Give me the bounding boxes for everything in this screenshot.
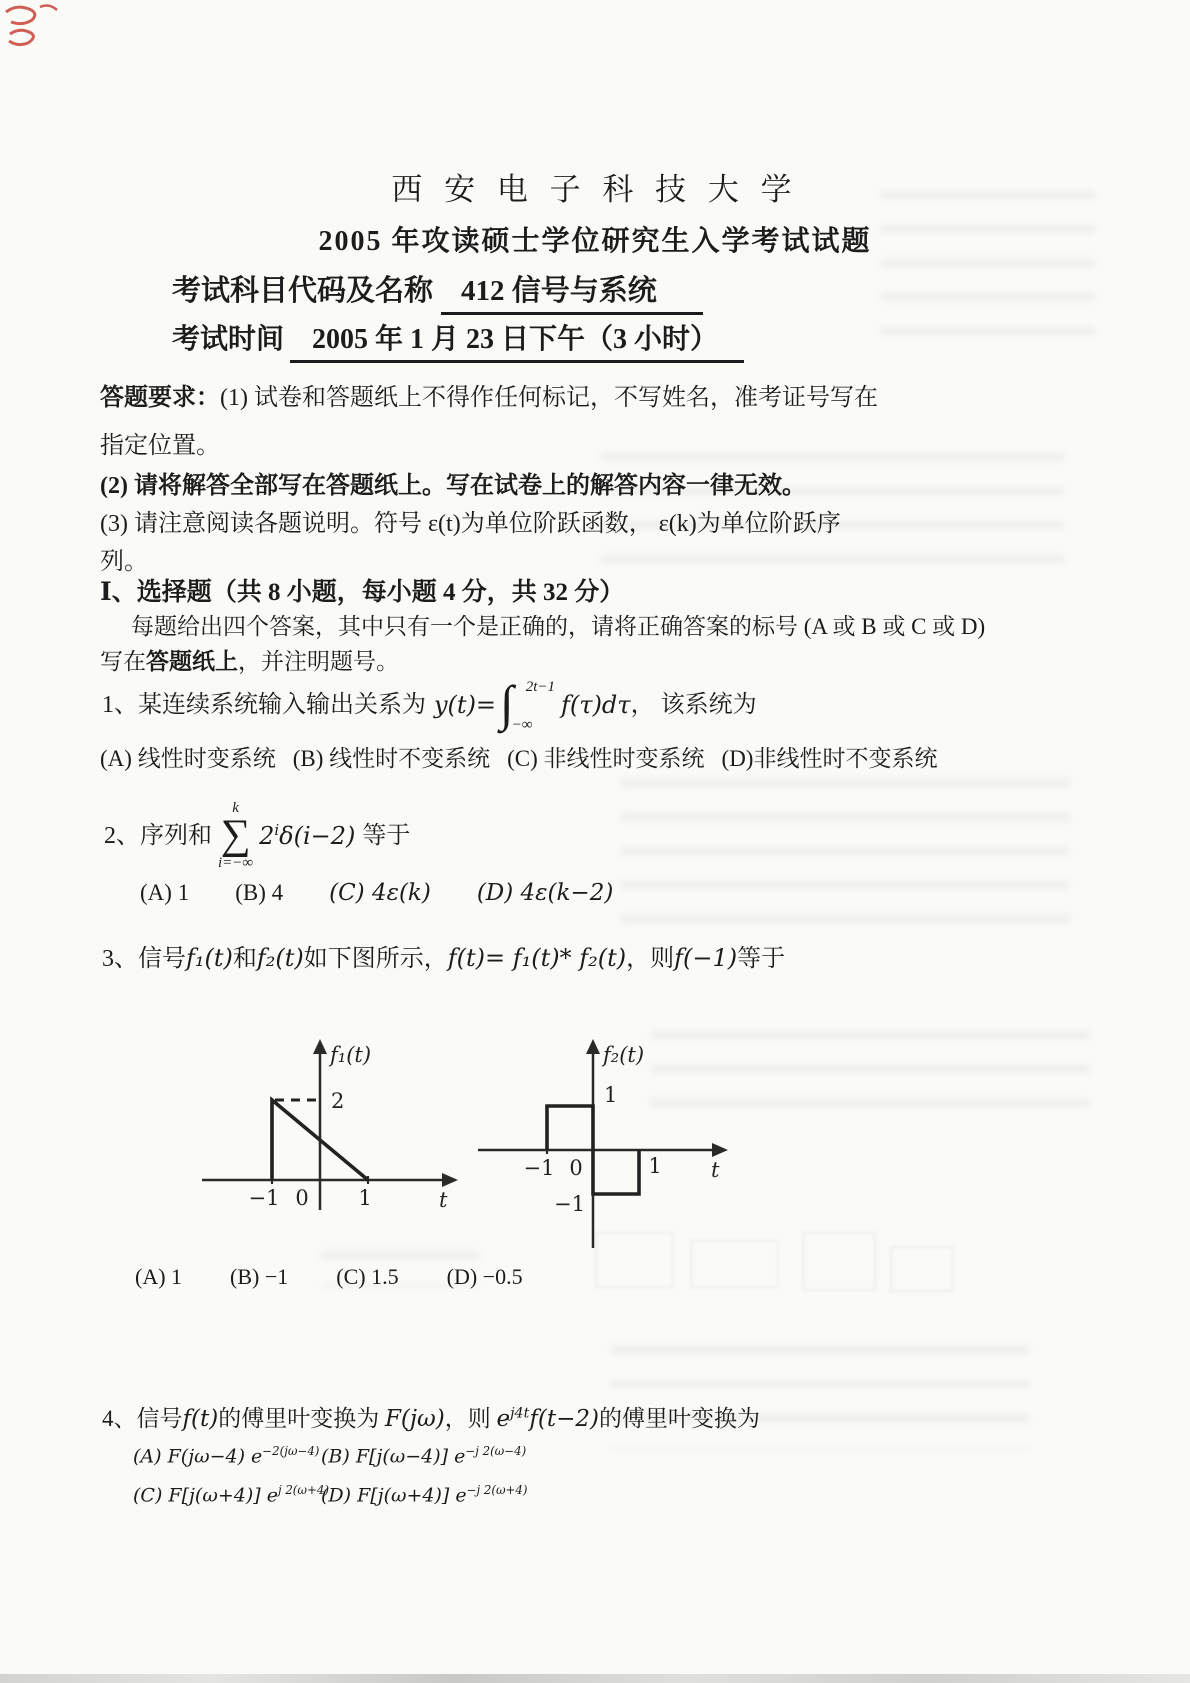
f2-x-arrow	[712, 1143, 728, 1157]
f2-y-label: f₂(t)	[603, 1043, 645, 1067]
q1-option-c: (C) 非线性时变系统	[507, 746, 705, 771]
university-title: 西 安 电 子 科 技 大 学	[391, 172, 799, 207]
bleed-through-ghost	[620, 778, 1070, 933]
time-row	[172, 317, 744, 363]
f2-neg-label: −1	[554, 1192, 585, 1216]
requirements-line-3: (2) 请将解答全部写在答题纸上。写在试卷上的解答内容一律无效。	[100, 473, 806, 499]
subject-value: 412 信号与系统	[441, 268, 703, 315]
q4-option-b: (B) F[j(ω−4)] $e^{-j 2(\omega-4)}$	[321, 1444, 527, 1468]
f1-tick-label-1: 1	[358, 1186, 372, 1210]
summation-lower-limit: i=−∞	[218, 854, 254, 871]
f1-y-label: f₁(t)	[330, 1043, 372, 1067]
bleed-through-ghost	[890, 1246, 954, 1292]
q3-stem	[102, 942, 785, 975]
subject-label: 考试科目代码及名称	[172, 275, 434, 307]
q3-math-f1: f₁(t)	[186, 944, 233, 972]
q4-options-row1	[133, 1444, 527, 1468]
q2-term: $2^i\delta(i-2)$	[259, 820, 356, 850]
requirements-line-2: 指定位置。	[100, 433, 220, 459]
q2-options	[140, 880, 613, 906]
q3-option-c: (C) 1.5	[336, 1264, 399, 1289]
q3-options	[135, 1264, 523, 1290]
q2-text-post: 等于	[362, 822, 411, 849]
q1-option-d: (D)非线性时不变系统	[721, 746, 938, 771]
f1-x-arrow	[442, 1173, 458, 1187]
section-note-1: 每题给出四个答案，其中只有一个是正确的，请将正确答案的标号 (A 或 B 或 C 或 D)	[131, 614, 986, 639]
f2-y-arrow	[586, 1039, 600, 1054]
exam-title: 2005 年攻读硕士学位研究生入学考试试题	[318, 226, 872, 257]
q2-stem	[104, 788, 410, 884]
requirements-line-4: (3) 请注意阅读各题说明。符号 ε(t)为单位阶跃函数， ε(k)为单位阶跃序	[100, 511, 841, 537]
integral-upper-limit: 2t−1	[525, 679, 556, 695]
f1-peak-label: 2	[331, 1089, 345, 1113]
figure-f2-plot	[468, 1038, 738, 1253]
q3-text: 如下图所示，	[303, 946, 448, 972]
q2-option-c: (C) 4ε(k)	[329, 880, 431, 906]
q4-text: 的傅里叶变换为	[218, 1406, 380, 1431]
q3-text: 等于	[737, 946, 786, 972]
q3-math-eval: f(−1)	[674, 944, 738, 972]
f1-tick-label-neg1: −1	[248, 1186, 280, 1210]
summation-sign: ∑	[220, 812, 251, 859]
q4-text: 的傅里叶变换为	[598, 1406, 760, 1431]
q4-text: ，则	[444, 1406, 491, 1431]
red-pen-mark	[2, 2, 74, 58]
f2-tick-label-0: 0	[569, 1156, 583, 1180]
summation-upper-limit: k	[232, 800, 239, 817]
q3-text: ，则	[626, 946, 675, 972]
q2-option-b: (B) 4	[235, 880, 284, 905]
q3-text: 和	[232, 946, 257, 972]
f2-tick-label-neg1: −1	[523, 1156, 555, 1180]
section-heading: Ⅰ、选择题（共 8 小题，每小题 4 分，共 32 分）	[100, 579, 625, 606]
q1-lhs: y(t)=	[434, 690, 497, 719]
q2-text: 2、序列和	[104, 822, 212, 849]
q4-stem	[102, 1400, 760, 1433]
subject-row	[172, 268, 703, 315]
integral-lower-limit: −∞	[511, 716, 533, 733]
q3-option-a: (A) 1	[135, 1264, 183, 1289]
f2-pos-label: 1	[604, 1083, 618, 1107]
f1-y-arrow	[313, 1039, 327, 1054]
q3-math-conv: f(t)= f₁(t)* f₂(t)	[447, 944, 627, 972]
q4-math-F: F(jω)	[384, 1406, 445, 1432]
bleed-through-ghost	[802, 1232, 876, 1291]
note2-pre: 写在	[100, 649, 146, 674]
q4-options-row2	[133, 1483, 528, 1507]
requirements-line-5: 列。	[100, 549, 148, 575]
q3-option-b: (B) −1	[230, 1264, 289, 1289]
q4-math-exp: $e^{j4t}f(t-2)$	[496, 1405, 599, 1432]
q3-text: 3、信号	[102, 946, 186, 972]
note2-bold: 答题纸上	[146, 649, 238, 674]
q1-text-post: ， 该系统为	[630, 691, 757, 718]
q4-option-d: (D) F[j(ω+4)] $e^{-j 2(\omega+4)}$	[321, 1483, 528, 1507]
q1-text: 1、某连续系统输入输出关系为	[102, 691, 426, 718]
q1-options	[100, 740, 937, 773]
figure-f1-plot	[190, 1038, 460, 1243]
q3-figures	[190, 1038, 738, 1253]
integral-sign: ∫	[500, 674, 514, 731]
requirements-line-1	[100, 382, 878, 414]
q4-math-ft: f(t)	[182, 1406, 219, 1432]
q1-stem	[102, 668, 757, 742]
q4-option-a: (A) F(jω−4) $e^{-2(j\omega-4)}$	[133, 1444, 320, 1468]
bleed-through-ghost	[610, 1345, 1030, 1450]
requirements-text: (1) 试卷和答题纸上不得作任何标记，不写姓名，准考证号写在	[220, 385, 878, 411]
note2-post: ，并注明题号。	[238, 649, 399, 674]
q4-option-c: (C) F[j(ω+4)] $e^{j 2(\omega+4)}$	[133, 1483, 329, 1507]
q2-option-d: (D) 4ε(k−2)	[476, 880, 614, 906]
q4-text: 4、信号	[102, 1406, 183, 1431]
q3-option-d: (D) −0.5	[446, 1264, 523, 1289]
requirements-label: 答题要求：	[100, 385, 220, 411]
integral-limits	[511, 677, 556, 735]
q1-integrand: f(τ)dτ	[561, 690, 631, 719]
time-label: 考试时间	[172, 324, 285, 355]
q3-math-f2: f₂(t)	[256, 944, 304, 972]
f2-x-label: t	[711, 1158, 720, 1182]
f2-tick-label-1: 1	[648, 1154, 662, 1178]
q2-option-a: (A) 1	[140, 880, 190, 905]
bleed-through-ghost	[880, 190, 1095, 340]
scan-edge-artifact	[0, 1674, 1190, 1683]
summation	[218, 801, 253, 871]
time-value: 2005 年 1 月 23 日下午（3 小时）	[290, 317, 744, 363]
f1-x-label: t	[439, 1188, 448, 1212]
q1-option-a: (A) 线性时变系统	[100, 746, 276, 771]
q1-option-b: (B) 线性时不变系统	[292, 746, 491, 771]
f1-tick-label-0: 0	[295, 1186, 309, 1210]
